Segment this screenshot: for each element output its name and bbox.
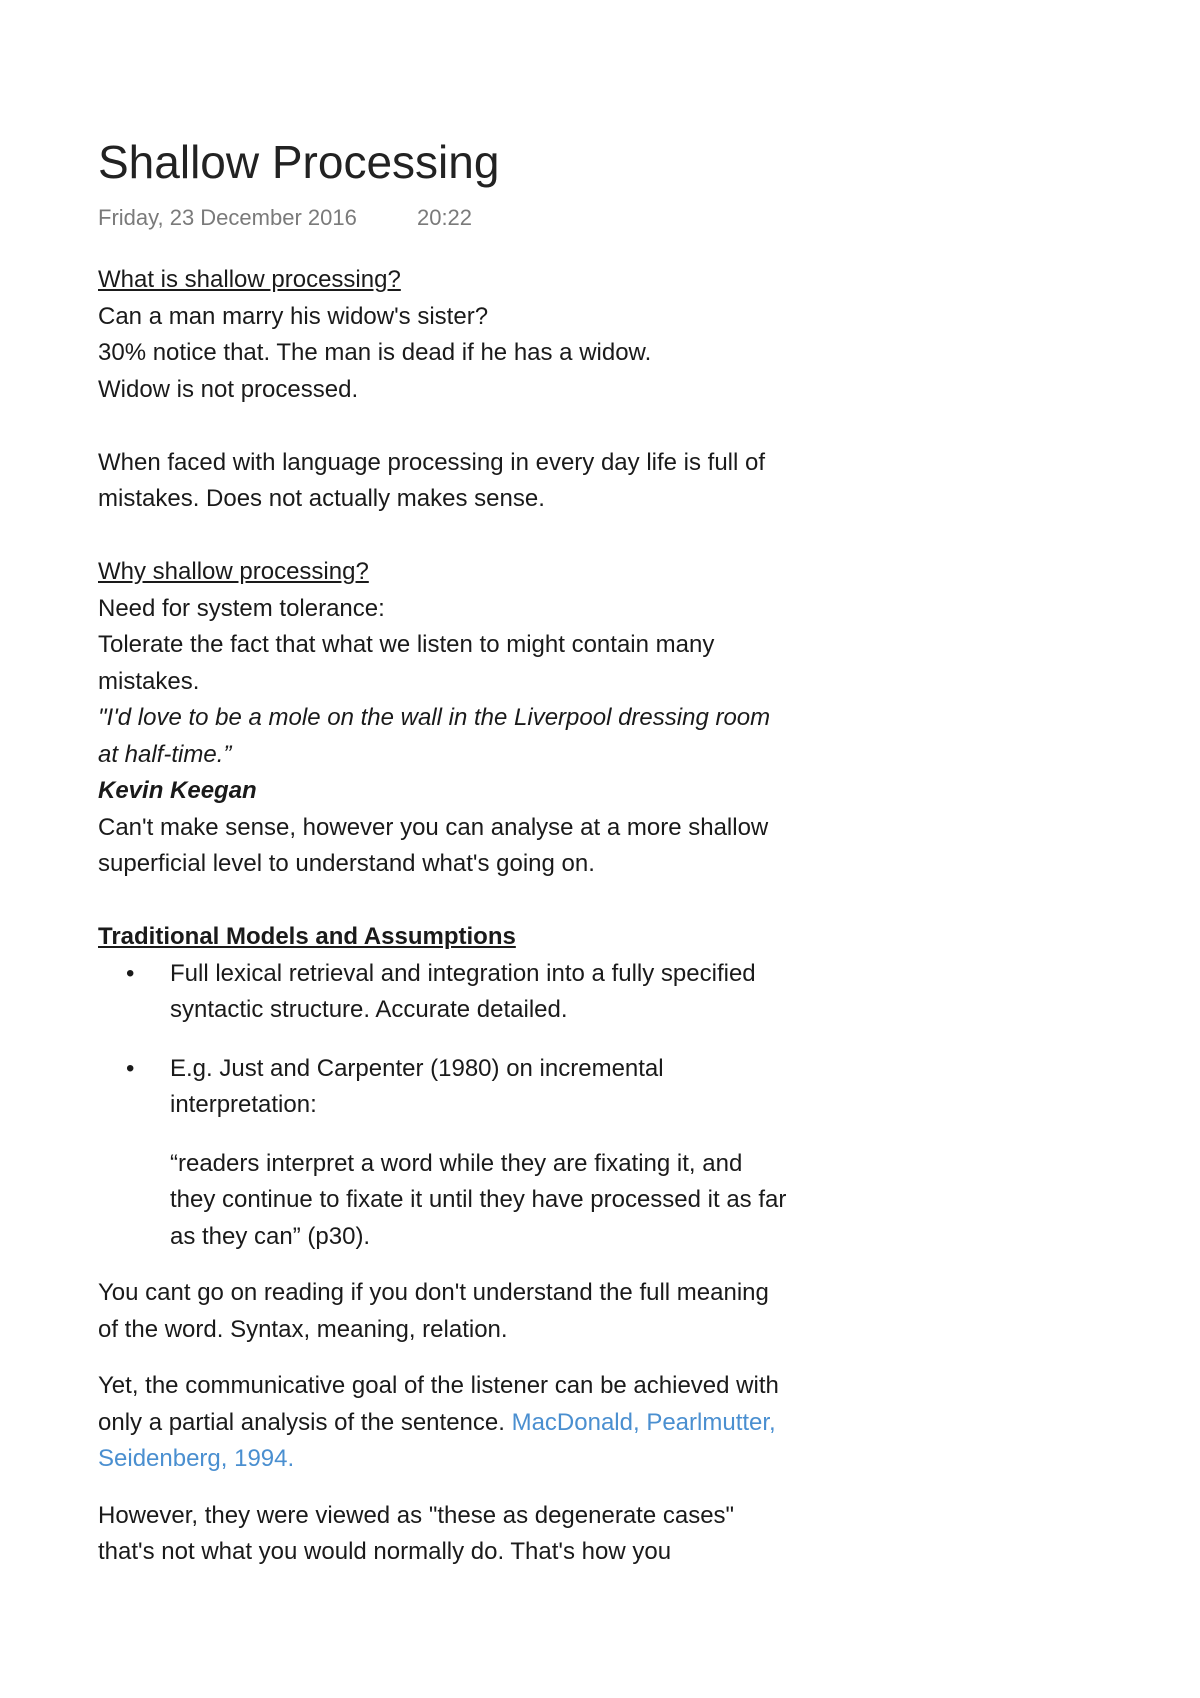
list-item [98,1051,898,1124]
quote-line: "I'd love to be a mole on the wall in the Liverpool dressing room [98,704,771,731]
bullet-icon: • [126,1054,135,1082]
text-line: Can a man marry his widow's sister? [98,302,489,330]
note-date: Friday, 23 December 2016 [98,205,357,230]
page-title: Shallow Processing [98,136,500,188]
note-body [98,262,898,1571]
citation-block [98,1146,898,1256]
text-line-with-link [98,1405,898,1442]
section-heading-traditional: Traditional Models and Assumptions [98,923,516,950]
reference-link[interactable]: Seidenberg, 1994. [98,1445,295,1472]
text-line: Can't make sense, however you can analyse at a more shallow [98,813,769,841]
reference-link[interactable]: MacDonald, Pearlmutter, [511,1408,776,1436]
note-time: 20:22 [416,205,473,230]
citation-line: as they can” (p30). [170,1222,371,1250]
text-line: superficial level to understand what's going on. [98,850,595,877]
text-line: E.g. Just and Carpenter (1980) on incremental [170,1054,664,1082]
text-line: Need for system tolerance: [98,594,385,622]
text-line: mistakes. Does not actually makes sense. [98,485,545,512]
text-line: mistakes. [98,667,200,695]
bullet-icon: • [126,959,135,987]
text-line: When faced with language processing in every day life is full of [98,448,766,476]
text-line: that's not what you would normally do. That's how you [98,1538,672,1565]
text-line: Widow is not processed. [98,375,359,403]
text-segment: only a partial analysis of the sentence. [98,1408,505,1436]
text-line: of the word. Syntax, meaning, relation. [98,1315,508,1343]
citation-line: they continue to fixate it until they have processed it as far [170,1186,787,1213]
text-line: syntactic structure. Accurate detailed. [170,996,568,1023]
text-line: Full lexical retrieval and integration into a fully specified [170,959,756,987]
list-item [98,956,898,1029]
quote-line: at half-time.” [98,740,232,768]
section-heading-why: Why shallow processing? [98,558,369,585]
text-line: Yet, the communicative goal of the listener can be achieved with [98,1372,779,1399]
section-heading-what: What is shallow processing? [98,266,401,293]
quote-author: Kevin Keegan [98,777,257,804]
text-line: Tolerate the fact that what we listen to might contain many [98,631,715,658]
bullet-list [98,956,898,1124]
citation-line: “readers interpret a word while they are fixating it, and [170,1149,743,1177]
text-line: 30% notice that. The man is dead if he has a widow. [98,339,652,366]
text-line: interpretation: [170,1091,317,1118]
note-page [98,132,898,1571]
text-line: However, they were viewed as "these as degenerate cases" [98,1501,735,1529]
note-timestamp [98,202,898,234]
text-line: You cant go on reading if you don't understand the full meaning [98,1279,769,1306]
